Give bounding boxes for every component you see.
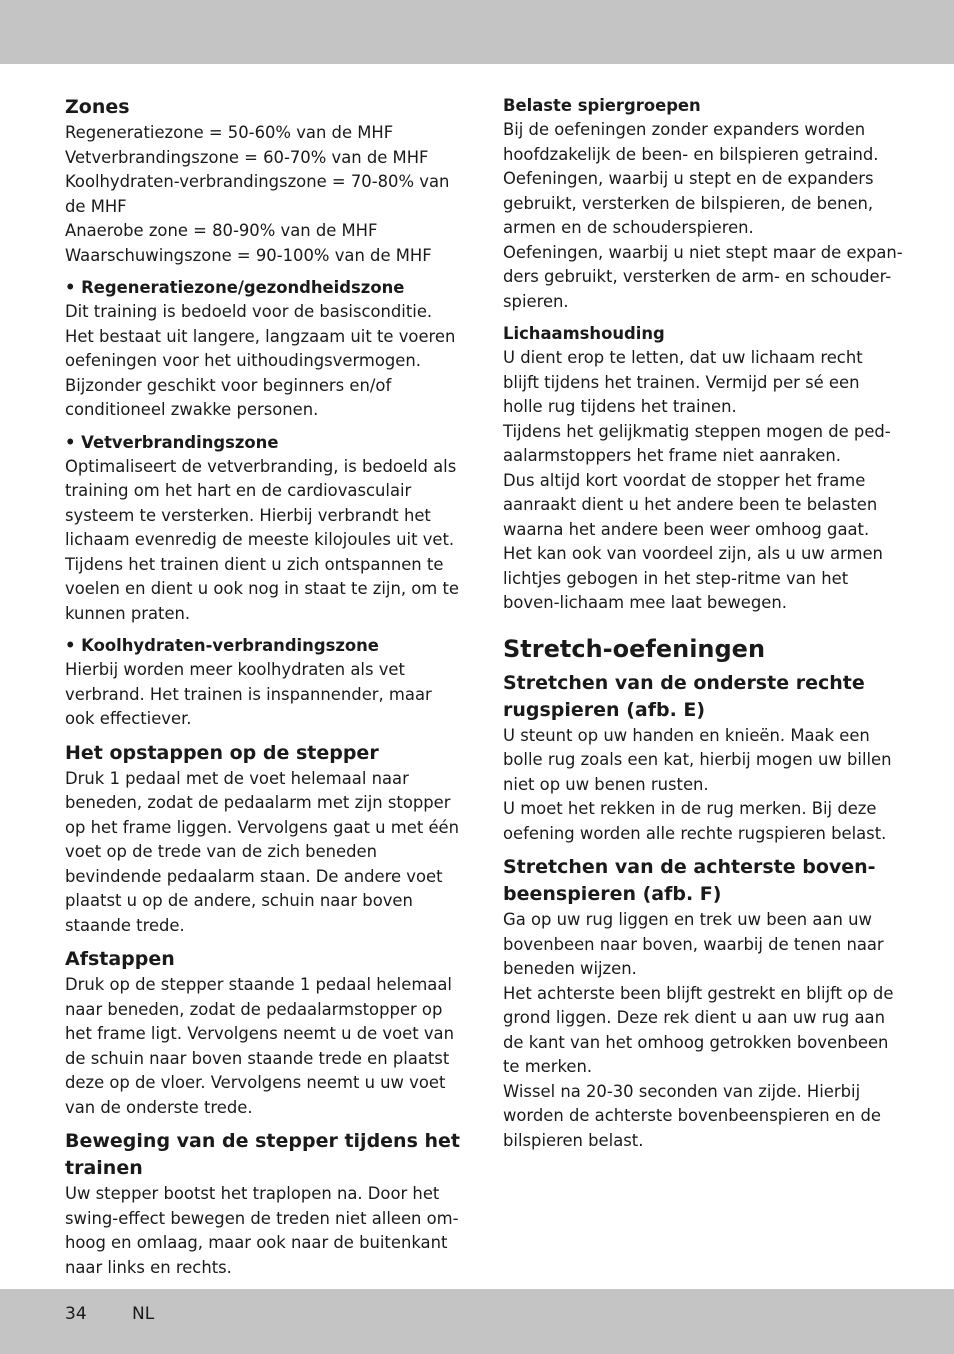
carb-burning-zone-heading: • Koolhydraten-verbrandingszone xyxy=(65,636,379,655)
left-column xyxy=(65,94,465,1280)
paragraph: Oefeningen, waarbij u stept en de expanders gebruikt, versterken de bilspieren, de benen, armen en de schouderspieren. xyxy=(503,169,874,237)
paragraph: U steunt op uw handen en knieën. Maak een bolle rug zoals een kat, hierbij mogen uw billen niet op uw benen rusten. xyxy=(503,725,892,794)
right-column xyxy=(503,94,903,1153)
stepping-off-text: Druk op de stepper staande 1 pedaal helemaal naar beneden, zodat de pedaalarmstopper op het frame ligt. Vervolgens neemt u de voet van de schuin naar boven staande trede en plaatst deze op de vloer. Vervolgens neemt u uw voet van de onderste trede. xyxy=(65,975,454,1117)
zone-line: Vetverbrandingszone = 60-70% van de MHF xyxy=(65,147,429,167)
zone-line: Anaerobe zone = 80-90% van de MHF xyxy=(65,221,378,240)
zone-line: Koolhydraten-verbrandingszone = 70-80% van de MHF xyxy=(65,172,450,216)
page-footer xyxy=(65,1302,154,1326)
hamstring-stretch-heading: Stretchen van de achterste boven-beenspieren (afb. F) xyxy=(503,856,876,905)
stretch-section-title: Stretch-oefeningen xyxy=(503,634,766,663)
paragraph: Dus altijd kort voordat de stopper het frame aanraakt dient u het andere been te belasten waarna het andere been weer omhoog gaat. xyxy=(503,470,878,539)
paragraph: Bij de oefeningen zonder expanders worden hoofdzakelijk de been- en bilspieren getraind. xyxy=(503,120,879,164)
fat-burning-zone-text: Optimaliseert de vetverbranding, is bedoeld als training om het hart en de cardiovasculair systeem te versterken. Hierbij verbrandt het lichaam evenredig de meeste kilojoules uit vet. Tijdens het trainen dient u zich ontspannen te voelen en dient u ook nog in staat te zijn, om te kunnen praten. xyxy=(65,456,459,623)
stepping-on-text: Druk 1 pedaal met de voet helemaal naar beneden, zodat de pedaalarm met zijn stopper op het frame liggen. Vervolgens gaat u met één voet op de trede van de zich beneden bevindende pedaalarm staan. De andere voet plaatst u op de andere, schuin naar boven staande trede. xyxy=(65,768,460,935)
paragraph: Het kan ook van voordeel zijn, als u uw armen lichtjes gebogen in het step-ritme van het boven-lichaam mee laat bewegen. xyxy=(503,544,883,612)
regeneration-zone-heading: • Regeneratiezone/gezondheidszone xyxy=(65,278,405,297)
zones-heading: Zones xyxy=(65,96,130,118)
paragraph: Oefeningen, waarbij u niet stept maar de expan-ders gebruikt, versterken de arm- en schouder-spieren. xyxy=(503,242,903,311)
posture-heading: Lichaamshouding xyxy=(503,324,665,343)
page-number: 34 xyxy=(65,1304,87,1324)
zone-line: Regeneratiezone = 50-60% van de MHF xyxy=(65,123,394,142)
carb-burning-zone-text: Hierbij worden meer koolhydraten als vet verbrand. Het trainen is inspannender, maar ook effectiever. xyxy=(65,660,432,728)
back-stretch-heading: Stretchen van de onderste rechte rugspieren (afb. E) xyxy=(503,671,865,721)
posture-text xyxy=(503,346,903,616)
muscle-groups-text xyxy=(503,118,903,314)
paragraph: Wissel na 20-30 seconden van zijde. Hierbij worden de achterste bovenbeenspieren en de bilspieren belast. xyxy=(503,1081,882,1150)
paragraph: Het achterste been blijft gestrekt en blijft op de grond liggen. Deze rek dient u aan uw rug aan de kant van het omhoog getrokken bovenbeen te merken. xyxy=(503,983,894,1076)
paragraph: U dient erop te letten, dat uw lichaam recht blijft tijdens het trainen. Vermijd per sé een holle rug tijdens het trainen. xyxy=(503,348,863,416)
muscle-groups-heading: Belaste spiergroepen xyxy=(503,96,701,115)
paragraph: Tijdens het gelijkmatig steppen mogen de ped-aalarmstoppers het frame niet aanraken. xyxy=(503,421,891,465)
back-stretch-text xyxy=(503,724,903,847)
zones-list xyxy=(65,121,465,268)
movement-text: Uw stepper bootst het traplopen na. Door het swing-effect bewegen de treden niet alleen om-hoog en omlaag, maar ook naar de buitenkant naar links en rechts. xyxy=(65,1184,459,1277)
hamstring-stretch-text xyxy=(503,908,903,1153)
header-band xyxy=(0,0,954,64)
stepping-on-heading: Het opstappen op de stepper xyxy=(65,741,379,764)
fat-burning-zone-heading: • Vetverbrandingszone xyxy=(65,432,279,452)
movement-heading: Beweging van de stepper tijdens het trainen xyxy=(65,1130,461,1179)
regeneration-zone-text: Dit training is bedoeld voor de basisconditie. Het bestaat uit langere, langzaam uit te voeren oefeningen voor het uithoudingsvermogen. Bijzonder geschikt voor beginners en/of conditioneel zwakke personen. xyxy=(65,302,456,419)
paragraph: U moet het rekken in de rug merken. Bij deze oefening worden alle rechte rugspieren belast. xyxy=(503,799,887,843)
stepping-off-heading: Afstappen xyxy=(65,948,175,970)
language-code: NL xyxy=(132,1304,155,1324)
zone-line: Waarschuwingszone = 90-100% van de MHF xyxy=(65,245,432,265)
paragraph: Ga op uw rug liggen en trek uw been aan uw bovenbeen naar boven, waarbij de tenen naar beneden wijzen. xyxy=(503,910,884,978)
